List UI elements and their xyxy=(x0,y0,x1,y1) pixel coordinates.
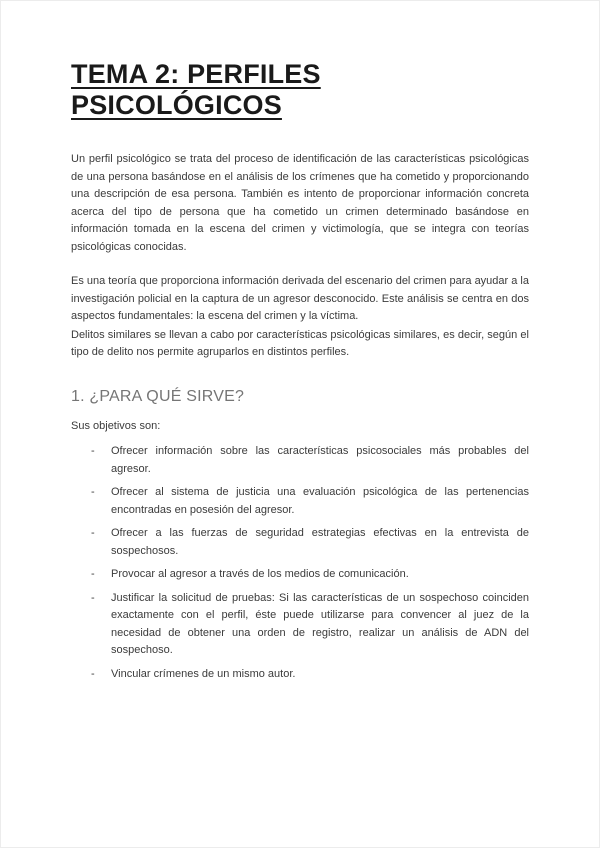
bullet-dash: - xyxy=(91,445,95,457)
objective-item xyxy=(91,525,529,560)
bullet-dash: - xyxy=(91,527,95,539)
paragraph-1: Un perfil psicológico se trata del proceso de identificación de las características psicológicas de una persona basándose en el análisis de los crímenes que ha cometido y proporcionando una descripción de esa persona. También es intento de proporcionar información concreta acerca del tipo de persona que ha cometido un crimen determinado basándose en información tomada en la escena del crimen y victimología, que se integra con teorías psicológicas conocidas. xyxy=(71,153,529,253)
objective-text: Vincular crímenes de un mismo autor. xyxy=(111,667,296,680)
objective-item xyxy=(91,484,529,519)
objective-item xyxy=(91,443,529,478)
objective-text: Ofrecer información sobre las características psicosociales más probables del agresor. xyxy=(111,445,529,475)
objective-text: Justificar la solicitud de pruebas: Si las características de un sospechoso coinciden exactamente con el perfil, éste puede utilizarse para convencer al juez de la necesidad de obtener una orden de registro, realizar un análisis de ADN del sospechoso. xyxy=(111,591,529,656)
paragraph-2: Es una teoría que proporciona información derivada del escenario del crimen para ayudar a la investigación policial en la captura de un agresor desconocido. Este análisis se centra en dos aspectos fundamentales: la escena del crimen y la víctima. xyxy=(71,275,529,322)
document-title: TEMA 2: PERFILES PSICOLÓGICOS xyxy=(71,59,321,120)
objective-text: Ofrecer al sistema de justicia una evaluación psicológica de las pertenencias encontradas en posesión del agresor. xyxy=(111,486,529,516)
objective-text: Ofrecer a las fuerzas de seguridad estrategias efectivas en la entrevista de sospechosos. xyxy=(111,527,529,557)
bullet-dash: - xyxy=(91,591,95,604)
objective-item xyxy=(91,590,529,660)
objective-text: Provocar al agresor a través de los medios de comunicación. xyxy=(111,568,409,580)
bullet-dash: - xyxy=(91,667,95,680)
section-heading: 1. ¿PARA QUÉ SIRVE? xyxy=(71,387,245,405)
paragraph-3: Delitos similares se llevan a cabo por características psicológicas similares, es decir, según el tipo de delito nos permite agruparlos en distintos perfiles. xyxy=(71,328,529,358)
bullet-dash: - xyxy=(91,568,95,580)
objective-item xyxy=(91,666,529,684)
bullet-dash: - xyxy=(91,486,95,498)
objectives-list xyxy=(71,443,529,683)
objective-item xyxy=(91,566,529,584)
objectives-intro: Sus objetivos son: xyxy=(71,419,161,432)
